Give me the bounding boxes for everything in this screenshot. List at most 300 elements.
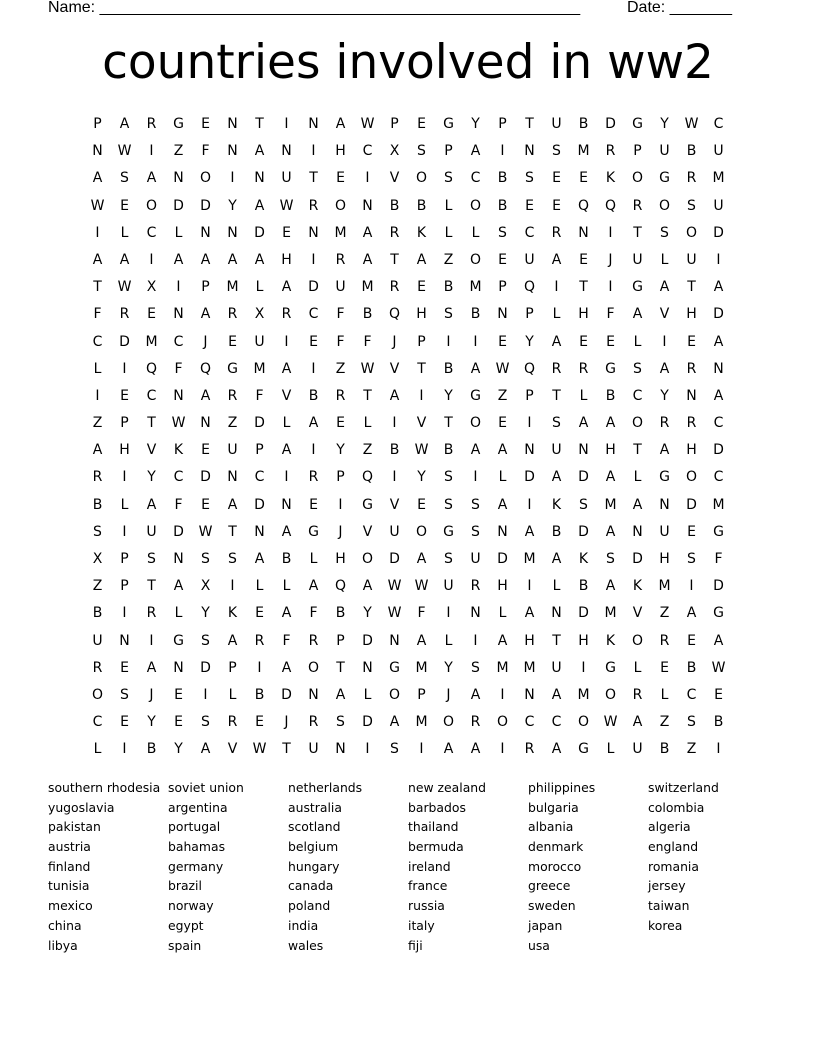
- grid-letter[interactable]: D: [713, 306, 724, 323]
- grid-letter[interactable]: T: [525, 116, 534, 132]
- grid-letter[interactable]: I: [311, 143, 316, 160]
- grid-letter[interactable]: W: [117, 279, 132, 296]
- grid-letter[interactable]: L: [93, 741, 102, 758]
- grid-letter[interactable]: X: [389, 143, 400, 160]
- grid-letter[interactable]: W: [387, 605, 402, 622]
- grid-letter[interactable]: N: [686, 387, 697, 404]
- grid-letter[interactable]: G: [605, 659, 616, 676]
- grid-letter[interactable]: A: [605, 578, 616, 595]
- grid-letter[interactable]: F: [282, 632, 291, 649]
- grid-letter[interactable]: U: [659, 143, 670, 160]
- grid-letter[interactable]: A: [686, 605, 697, 622]
- grid-letter[interactable]: D: [254, 496, 265, 513]
- grid-letter[interactable]: A: [92, 442, 103, 459]
- grid-letter[interactable]: I: [608, 224, 613, 241]
- grid-letter[interactable]: K: [578, 551, 589, 567]
- grid-letter[interactable]: I: [284, 116, 289, 132]
- grid-letter[interactable]: E: [336, 415, 345, 432]
- grid-letter[interactable]: W: [387, 578, 402, 595]
- grid-letter[interactable]: C: [92, 333, 103, 350]
- grid-letter[interactable]: I: [527, 578, 532, 595]
- grid-letter[interactable]: G: [173, 632, 184, 649]
- grid-letter[interactable]: U: [281, 170, 292, 187]
- grid-letter[interactable]: D: [119, 333, 130, 350]
- grid-letter[interactable]: Y: [660, 387, 669, 404]
- grid-letter[interactable]: G: [389, 659, 400, 676]
- grid-letter[interactable]: N: [254, 170, 265, 187]
- grid-letter[interactable]: I: [230, 578, 235, 595]
- grid-letter[interactable]: R: [281, 306, 292, 323]
- grid-letter[interactable]: U: [470, 551, 481, 567]
- grid-letter[interactable]: F: [417, 605, 426, 622]
- grid-letter[interactable]: N: [254, 523, 265, 540]
- grid-letter[interactable]: L: [120, 224, 129, 241]
- grid-letter[interactable]: S: [444, 496, 453, 513]
- grid-letter[interactable]: X: [92, 551, 103, 567]
- grid-letter[interactable]: Q: [523, 360, 536, 377]
- grid-letter[interactable]: C: [362, 143, 373, 160]
- grid-letter[interactable]: F: [174, 360, 183, 377]
- grid-letter[interactable]: Z: [92, 415, 103, 432]
- grid-letter[interactable]: I: [365, 741, 370, 758]
- grid-letter[interactable]: A: [362, 251, 373, 268]
- grid-letter[interactable]: J: [446, 686, 451, 703]
- grid-letter[interactable]: D: [200, 197, 211, 214]
- grid-letter[interactable]: G: [443, 523, 454, 540]
- grid-letter[interactable]: M: [712, 496, 725, 513]
- grid-letter[interactable]: I: [527, 415, 532, 432]
- grid-letter[interactable]: L: [174, 605, 183, 622]
- grid-letter[interactable]: P: [525, 387, 534, 404]
- grid-letter[interactable]: Q: [577, 197, 590, 214]
- grid-letter[interactable]: I: [473, 469, 478, 486]
- grid-letter[interactable]: A: [605, 469, 616, 486]
- grid-letter[interactable]: A: [281, 360, 292, 377]
- grid-letter[interactable]: A: [470, 686, 481, 703]
- grid-letter[interactable]: A: [92, 170, 103, 187]
- grid-letter[interactable]: N: [308, 116, 319, 132]
- grid-letter[interactable]: I: [122, 741, 127, 758]
- grid-letter[interactable]: F: [336, 333, 345, 350]
- grid-letter[interactable]: I: [473, 632, 478, 649]
- grid-letter[interactable]: Y: [660, 116, 669, 132]
- grid-letter[interactable]: N: [308, 686, 319, 703]
- grid-letter[interactable]: N: [227, 469, 238, 486]
- grid-letter[interactable]: N: [92, 143, 103, 160]
- grid-letter[interactable]: G: [173, 116, 184, 132]
- grid-letter[interactable]: R: [551, 360, 562, 377]
- grid-letter[interactable]: C: [713, 469, 724, 486]
- grid-letter[interactable]: N: [362, 659, 373, 676]
- grid-letter[interactable]: A: [470, 442, 481, 459]
- grid-letter[interactable]: T: [282, 741, 291, 758]
- grid-letter[interactable]: N: [497, 523, 508, 540]
- grid-letter[interactable]: L: [363, 686, 372, 703]
- grid-letter[interactable]: N: [389, 632, 400, 649]
- grid-letter[interactable]: N: [281, 143, 292, 160]
- grid-letter[interactable]: Z: [335, 360, 346, 377]
- grid-letter[interactable]: E: [201, 442, 210, 459]
- grid-letter[interactable]: C: [713, 116, 724, 132]
- grid-letter[interactable]: B: [470, 306, 481, 323]
- grid-letter[interactable]: A: [470, 360, 481, 377]
- grid-letter[interactable]: R: [686, 415, 697, 432]
- grid-letter[interactable]: A: [389, 714, 400, 731]
- grid-letter[interactable]: V: [281, 387, 292, 404]
- grid-letter[interactable]: G: [308, 523, 319, 540]
- grid-letter[interactable]: C: [308, 306, 319, 323]
- grid-letter[interactable]: R: [227, 714, 238, 731]
- grid-letter[interactable]: K: [173, 442, 184, 459]
- grid-letter[interactable]: A: [227, 496, 238, 513]
- grid-letter[interactable]: M: [604, 605, 617, 622]
- grid-letter[interactable]: B: [578, 116, 589, 132]
- grid-letter[interactable]: T: [633, 224, 642, 241]
- grid-letter[interactable]: G: [443, 116, 454, 132]
- grid-letter[interactable]: E: [714, 686, 723, 703]
- grid-letter[interactable]: E: [525, 197, 534, 214]
- grid-letter[interactable]: C: [146, 224, 157, 241]
- grid-letter[interactable]: W: [414, 442, 429, 459]
- grid-letter[interactable]: Q: [523, 279, 536, 296]
- grid-letter[interactable]: A: [200, 741, 211, 758]
- grid-letter[interactable]: S: [417, 143, 426, 160]
- grid-letter[interactable]: C: [173, 469, 184, 486]
- grid-letter[interactable]: D: [578, 605, 589, 622]
- grid-letter[interactable]: A: [335, 686, 346, 703]
- grid-letter[interactable]: A: [551, 686, 562, 703]
- grid-letter[interactable]: C: [686, 686, 697, 703]
- grid-letter[interactable]: N: [227, 224, 238, 241]
- grid-letter[interactable]: I: [230, 170, 235, 187]
- grid-letter[interactable]: A: [227, 251, 238, 268]
- grid-letter[interactable]: A: [254, 197, 265, 214]
- grid-letter[interactable]: S: [687, 714, 696, 731]
- grid-letter[interactable]: D: [578, 523, 589, 540]
- grid-letter[interactable]: I: [446, 333, 451, 350]
- grid-letter[interactable]: E: [417, 279, 426, 296]
- grid-letter[interactable]: S: [444, 469, 453, 486]
- grid-letter[interactable]: A: [362, 224, 373, 241]
- grid-letter[interactable]: B: [497, 197, 508, 214]
- grid-letter[interactable]: R: [659, 415, 670, 432]
- grid-letter[interactable]: Y: [228, 197, 237, 214]
- grid-letter[interactable]: T: [579, 279, 588, 296]
- grid-letter[interactable]: C: [551, 714, 562, 731]
- grid-letter[interactable]: U: [632, 741, 643, 758]
- grid-letter[interactable]: A: [281, 659, 292, 676]
- grid-letter[interactable]: N: [497, 306, 508, 323]
- grid-letter[interactable]: A: [713, 632, 724, 649]
- grid-letter[interactable]: M: [712, 170, 725, 187]
- grid-letter[interactable]: N: [173, 387, 184, 404]
- grid-letter[interactable]: T: [633, 442, 642, 459]
- grid-letter[interactable]: S: [471, 523, 480, 540]
- grid-letter[interactable]: E: [120, 714, 129, 731]
- grid-letter[interactable]: R: [308, 632, 319, 649]
- grid-letter[interactable]: E: [255, 714, 264, 731]
- grid-letter[interactable]: U: [335, 279, 346, 296]
- grid-letter[interactable]: S: [120, 170, 129, 187]
- grid-letter[interactable]: H: [497, 578, 508, 595]
- grid-letter[interactable]: L: [552, 578, 561, 595]
- grid-letter[interactable]: N: [173, 551, 184, 567]
- grid-letter[interactable]: Q: [145, 360, 158, 377]
- grid-letter[interactable]: A: [470, 741, 481, 758]
- grid-letter[interactable]: W: [684, 116, 699, 132]
- grid-letter[interactable]: N: [578, 224, 589, 241]
- grid-letter[interactable]: A: [254, 143, 265, 160]
- grid-letter[interactable]: C: [146, 387, 157, 404]
- grid-letter[interactable]: R: [92, 469, 103, 486]
- grid-letter[interactable]: N: [632, 523, 643, 540]
- grid-letter[interactable]: O: [631, 170, 644, 187]
- grid-letter[interactable]: M: [145, 333, 158, 350]
- grid-letter[interactable]: F: [336, 306, 345, 323]
- grid-letter[interactable]: Z: [686, 741, 697, 758]
- grid-letter[interactable]: I: [149, 143, 154, 160]
- grid-letter[interactable]: H: [416, 306, 427, 323]
- grid-letter[interactable]: O: [334, 197, 347, 214]
- grid-letter[interactable]: R: [659, 632, 670, 649]
- grid-letter[interactable]: E: [552, 197, 561, 214]
- grid-letter[interactable]: K: [605, 632, 616, 649]
- grid-letter[interactable]: D: [254, 224, 265, 241]
- grid-letter[interactable]: S: [444, 551, 453, 567]
- grid-letter[interactable]: D: [200, 659, 211, 676]
- grid-letter[interactable]: G: [470, 387, 481, 404]
- grid-letter[interactable]: B: [254, 686, 265, 703]
- grid-letter[interactable]: R: [335, 387, 346, 404]
- grid-letter[interactable]: F: [174, 496, 183, 513]
- grid-letter[interactable]: I: [446, 605, 451, 622]
- grid-letter[interactable]: U: [632, 251, 643, 268]
- grid-letter[interactable]: S: [633, 360, 642, 377]
- grid-letter[interactable]: I: [419, 387, 424, 404]
- grid-letter[interactable]: P: [336, 469, 345, 486]
- grid-letter[interactable]: E: [120, 387, 129, 404]
- grid-letter[interactable]: E: [120, 659, 129, 676]
- grid-letter[interactable]: J: [149, 686, 154, 703]
- grid-letter[interactable]: A: [308, 578, 319, 595]
- grid-letter[interactable]: S: [660, 224, 669, 241]
- grid-letter[interactable]: R: [146, 116, 157, 132]
- grid-letter[interactable]: A: [605, 523, 616, 540]
- grid-letter[interactable]: A: [173, 251, 184, 268]
- grid-letter[interactable]: W: [360, 116, 375, 132]
- name-field[interactable]: Name: ______________________________________________________: [48, 0, 581, 16]
- grid-letter[interactable]: R: [389, 279, 400, 296]
- grid-letter[interactable]: D: [281, 686, 292, 703]
- grid-letter[interactable]: I: [716, 741, 721, 758]
- grid-letter[interactable]: S: [147, 551, 156, 567]
- grid-letter[interactable]: N: [335, 741, 346, 758]
- grid-letter[interactable]: V: [632, 605, 643, 622]
- grid-letter[interactable]: B: [92, 496, 103, 513]
- grid-letter[interactable]: P: [498, 279, 507, 296]
- grid-letter[interactable]: A: [659, 442, 670, 459]
- grid-letter[interactable]: A: [443, 741, 454, 758]
- grid-letter[interactable]: S: [471, 496, 480, 513]
- grid-letter[interactable]: A: [551, 333, 562, 350]
- grid-letter[interactable]: I: [554, 279, 559, 296]
- grid-letter[interactable]: Z: [659, 605, 670, 622]
- grid-letter[interactable]: A: [335, 116, 346, 132]
- grid-letter[interactable]: A: [632, 714, 643, 731]
- grid-letter[interactable]: F: [201, 143, 210, 160]
- grid-letter[interactable]: Z: [227, 415, 238, 432]
- grid-letter[interactable]: A: [119, 116, 130, 132]
- grid-letter[interactable]: D: [254, 415, 265, 432]
- grid-letter[interactable]: E: [498, 333, 507, 350]
- grid-letter[interactable]: U: [227, 442, 238, 459]
- grid-letter[interactable]: M: [361, 279, 374, 296]
- grid-letter[interactable]: E: [201, 496, 210, 513]
- grid-letter[interactable]: B: [92, 605, 103, 622]
- grid-letter[interactable]: M: [415, 714, 428, 731]
- grid-letter[interactable]: B: [659, 741, 670, 758]
- grid-letter[interactable]: I: [257, 659, 262, 676]
- grid-letter[interactable]: H: [335, 143, 346, 160]
- grid-letter[interactable]: E: [579, 251, 588, 268]
- grid-letter[interactable]: R: [686, 360, 697, 377]
- grid-letter[interactable]: P: [525, 306, 534, 323]
- grid-letter[interactable]: C: [713, 415, 724, 432]
- grid-letter[interactable]: S: [444, 170, 453, 187]
- grid-letter[interactable]: N: [524, 442, 535, 459]
- grid-letter[interactable]: N: [713, 360, 724, 377]
- grid-letter[interactable]: A: [497, 496, 508, 513]
- grid-letter[interactable]: J: [338, 523, 343, 540]
- grid-letter[interactable]: N: [524, 686, 535, 703]
- grid-letter[interactable]: H: [524, 632, 535, 649]
- grid-letter[interactable]: N: [470, 605, 481, 622]
- grid-letter[interactable]: G: [362, 496, 373, 513]
- grid-letter[interactable]: I: [500, 686, 505, 703]
- grid-letter[interactable]: E: [336, 170, 345, 187]
- grid-letter[interactable]: B: [281, 551, 292, 567]
- grid-letter[interactable]: A: [659, 360, 670, 377]
- grid-letter[interactable]: A: [713, 333, 724, 350]
- grid-letter[interactable]: I: [365, 170, 370, 187]
- grid-letter[interactable]: A: [632, 306, 643, 323]
- grid-letter[interactable]: T: [309, 170, 318, 187]
- grid-letter[interactable]: X: [254, 306, 265, 323]
- grid-letter[interactable]: I: [392, 469, 397, 486]
- grid-letter[interactable]: L: [579, 387, 588, 404]
- grid-letter[interactable]: T: [336, 659, 345, 676]
- grid-letter[interactable]: R: [524, 741, 535, 758]
- grid-letter[interactable]: R: [551, 224, 562, 241]
- grid-letter[interactable]: M: [658, 578, 671, 595]
- grid-letter[interactable]: E: [660, 659, 669, 676]
- grid-letter[interactable]: N: [227, 116, 238, 132]
- grid-letter[interactable]: E: [255, 605, 264, 622]
- grid-letter[interactable]: I: [527, 496, 532, 513]
- grid-letter[interactable]: M: [469, 279, 482, 296]
- grid-letter[interactable]: R: [119, 306, 130, 323]
- grid-letter[interactable]: I: [500, 143, 505, 160]
- grid-letter[interactable]: H: [578, 306, 589, 323]
- grid-letter[interactable]: C: [92, 714, 103, 731]
- grid-letter[interactable]: L: [552, 306, 561, 323]
- grid-letter[interactable]: L: [660, 251, 669, 268]
- grid-letter[interactable]: S: [579, 496, 588, 513]
- grid-letter[interactable]: M: [604, 496, 617, 513]
- grid-letter[interactable]: Y: [147, 469, 156, 486]
- grid-letter[interactable]: W: [360, 360, 375, 377]
- grid-letter[interactable]: O: [415, 170, 428, 187]
- grid-letter[interactable]: L: [282, 415, 291, 432]
- grid-letter[interactable]: G: [713, 605, 724, 622]
- grid-letter[interactable]: A: [92, 251, 103, 268]
- grid-letter[interactable]: G: [632, 116, 643, 132]
- grid-letter[interactable]: L: [255, 279, 264, 296]
- grid-letter[interactable]: T: [417, 360, 426, 377]
- grid-letter[interactable]: T: [363, 387, 372, 404]
- grid-letter[interactable]: A: [200, 387, 211, 404]
- grid-letter[interactable]: Q: [388, 306, 401, 323]
- grid-letter[interactable]: B: [443, 360, 454, 377]
- grid-letter[interactable]: N: [281, 496, 292, 513]
- grid-letter[interactable]: D: [497, 551, 508, 567]
- grid-letter[interactable]: H: [281, 251, 292, 268]
- grid-letter[interactable]: W: [603, 714, 618, 731]
- grid-letter[interactable]: R: [308, 714, 319, 731]
- grid-letter[interactable]: I: [662, 333, 667, 350]
- grid-letter[interactable]: L: [471, 224, 480, 241]
- grid-letter[interactable]: R: [389, 224, 400, 241]
- grid-letter[interactable]: A: [416, 551, 427, 567]
- grid-letter[interactable]: S: [525, 170, 534, 187]
- grid-letter[interactable]: A: [227, 632, 238, 649]
- grid-letter[interactable]: S: [336, 714, 345, 731]
- grid-letter[interactable]: J: [203, 333, 208, 350]
- grid-letter[interactable]: A: [551, 741, 562, 758]
- grid-letter[interactable]: Y: [147, 714, 156, 731]
- grid-letter[interactable]: L: [228, 686, 237, 703]
- grid-letter[interactable]: E: [579, 333, 588, 350]
- grid-letter[interactable]: T: [552, 632, 561, 649]
- grid-letter[interactable]: N: [551, 605, 562, 622]
- grid-letter[interactable]: T: [93, 279, 102, 296]
- grid-letter[interactable]: O: [469, 415, 482, 432]
- grid-letter[interactable]: M: [334, 224, 347, 241]
- grid-letter[interactable]: E: [282, 224, 291, 241]
- grid-letter[interactable]: I: [689, 578, 694, 595]
- grid-letter[interactable]: B: [443, 442, 454, 459]
- grid-letter[interactable]: U: [551, 116, 562, 132]
- grid-letter[interactable]: L: [255, 578, 264, 595]
- grid-letter[interactable]: A: [146, 659, 157, 676]
- grid-letter[interactable]: A: [362, 578, 373, 595]
- grid-letter[interactable]: Z: [92, 578, 103, 595]
- grid-letter[interactable]: A: [497, 442, 508, 459]
- grid-letter[interactable]: H: [686, 442, 697, 459]
- grid-letter[interactable]: S: [93, 523, 102, 540]
- grid-letter[interactable]: Y: [525, 333, 534, 350]
- grid-letter[interactable]: G: [578, 741, 589, 758]
- grid-letter[interactable]: R: [308, 469, 319, 486]
- grid-letter[interactable]: U: [443, 578, 454, 595]
- grid-letter[interactable]: D: [173, 197, 184, 214]
- grid-letter[interactable]: Y: [336, 442, 345, 459]
- grid-letter[interactable]: L: [120, 496, 129, 513]
- grid-letter[interactable]: J: [392, 333, 397, 350]
- grid-letter[interactable]: I: [122, 523, 127, 540]
- grid-letter[interactable]: L: [93, 360, 102, 377]
- grid-letter[interactable]: P: [336, 632, 345, 649]
